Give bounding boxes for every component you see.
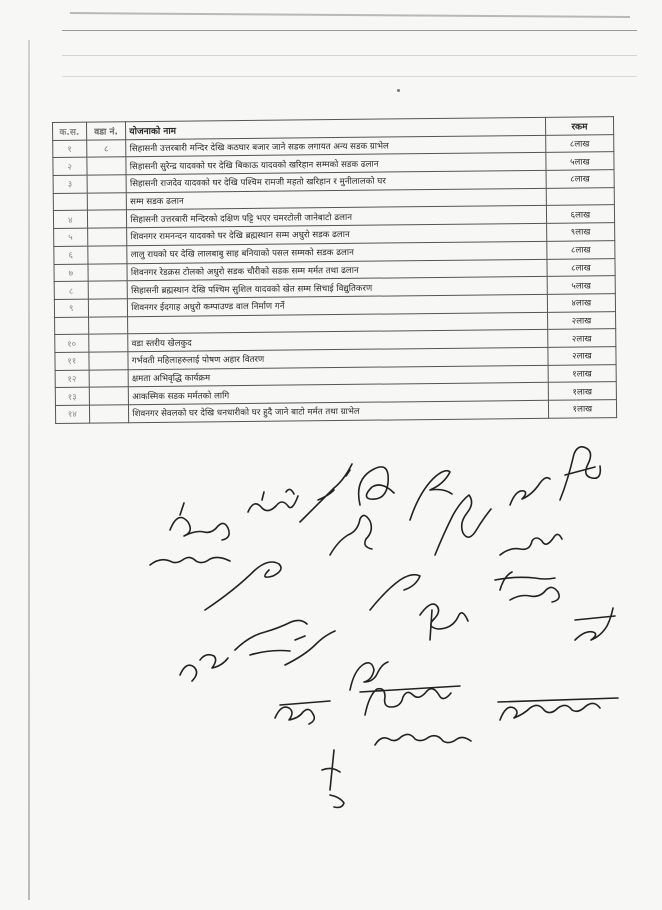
cell-amount: ५लाख bbox=[546, 152, 614, 170]
page-edge-left bbox=[28, 40, 30, 900]
header-plan-name: योजनाको नाम bbox=[126, 117, 546, 139]
signature-11 bbox=[205, 562, 281, 610]
signature-25 bbox=[322, 750, 344, 808]
cell-sn: ५ bbox=[54, 228, 88, 246]
cell-amount: ४लाख bbox=[547, 293, 615, 311]
cell-sn: ८ bbox=[54, 281, 88, 299]
cell-amount bbox=[546, 187, 614, 205]
cell-sn: १४ bbox=[55, 405, 89, 423]
cell-name: शिवनगर रेडक्रस टोलको अधुरो सडक चौरीको सडक सम्म मर्मत तथा ढलान bbox=[127, 259, 547, 281]
cell-sn: १० bbox=[55, 334, 89, 352]
cell-sn: २ bbox=[53, 158, 87, 176]
signature-18 bbox=[235, 620, 307, 655]
cell-ward bbox=[87, 246, 127, 264]
signature-14 bbox=[420, 604, 468, 640]
cell-sn: १ bbox=[53, 140, 87, 158]
cell-amount: ८लाख bbox=[547, 240, 615, 258]
cell-name: क्षमता अभिवृद्धि कार्यक्रम bbox=[128, 365, 548, 387]
cell-sn: ११ bbox=[55, 352, 89, 370]
cell-ward bbox=[89, 352, 129, 370]
cell-sn: ९ bbox=[54, 299, 88, 317]
signature-7 bbox=[330, 515, 372, 555]
signature-6 bbox=[435, 495, 491, 555]
cell-name: सिहासनी सुरेन्द्र यादवको घर देखि बिकाऊ यादवको खरिहान सम्मको सडक ढलान bbox=[126, 153, 546, 175]
cell-ward bbox=[88, 299, 128, 317]
cell-name: लालु रायको घर देखि लालबाबु साह बनियाको पसल सम्मको सडक ढलान bbox=[127, 241, 547, 263]
cell-ward bbox=[87, 210, 127, 228]
signature-9 bbox=[560, 447, 600, 500]
signature-5 bbox=[410, 471, 452, 520]
cell-sn: १३ bbox=[55, 387, 89, 405]
signature-10 bbox=[150, 557, 230, 565]
cell-ward bbox=[87, 228, 127, 246]
cell-name: सम्म सडक ढलान bbox=[127, 188, 547, 210]
cell-sn: ४ bbox=[53, 211, 87, 229]
signature-2 bbox=[248, 489, 298, 512]
signature-17 bbox=[180, 655, 228, 681]
faded-table-row bbox=[62, 55, 637, 77]
cell-amount: ८लाख bbox=[546, 170, 614, 188]
page-edge-top bbox=[70, 12, 630, 18]
header-amount: रकम bbox=[545, 117, 613, 135]
cell-sn: ६ bbox=[54, 246, 88, 264]
cell-amount: ८लाख bbox=[547, 258, 615, 276]
signature-21 bbox=[275, 701, 330, 724]
cell-name: शिवनगर सेवलको घर देखि धनधारीको घर हुदै जाने बाटो मर्मत तथा ग्राभेल bbox=[129, 400, 549, 422]
cell-name: शिवनगर रामनन्दन यादवको घर देखि ब्रह्मस्थान सम्म अधुरो सडक ढलान bbox=[127, 223, 547, 245]
cell-amount: १लाख bbox=[548, 400, 616, 418]
signature-1 bbox=[170, 503, 229, 540]
cell-amount: ९लाख bbox=[546, 223, 614, 241]
signature-19 bbox=[285, 631, 335, 665]
cell-ward bbox=[88, 316, 128, 334]
signature-8 bbox=[510, 478, 550, 505]
cell-ward bbox=[88, 263, 128, 281]
cell-sn: ७ bbox=[54, 264, 88, 282]
cell-amount: १लाख bbox=[548, 364, 616, 382]
signature-3 bbox=[300, 464, 352, 522]
cell-name: सिहासनी उत्तरबारी मन्दिरको दक्षिण पट्टि भएर चमरटोली जानेबाटो ढलान bbox=[127, 206, 547, 228]
cell-name: गर्भवती महिलाहरुलाई पोषण अहार वितरण bbox=[128, 347, 548, 369]
cell-ward bbox=[88, 334, 128, 352]
cell-ward bbox=[88, 281, 128, 299]
cell-sn: १२ bbox=[55, 370, 89, 388]
speck bbox=[397, 89, 400, 92]
cell-name: सिहासनी ब्रह्मस्थान देखि पश्चिम सुशिल यादवको खेत सम्म सिचाई विद्युतिकरण bbox=[127, 277, 547, 299]
cell-name: सिहासनी उत्तरबारी मन्दिर देखि कठघार बजार जाने सडक लगायत अन्य सडक ग्राभेल bbox=[126, 135, 546, 157]
cell-amount: ५लाख bbox=[547, 276, 615, 294]
cell-name: आकस्मिक सडक मर्मतको लागि bbox=[129, 383, 549, 405]
cell-sn: ३ bbox=[53, 175, 87, 193]
cell-amount: २लाख bbox=[548, 347, 616, 365]
cell-sn bbox=[55, 317, 89, 335]
cell-amount: ८लाख bbox=[545, 134, 613, 152]
signature-13 bbox=[370, 575, 420, 610]
cell-amount: २लाख bbox=[547, 311, 615, 329]
signature-15 bbox=[495, 572, 559, 602]
cell-ward bbox=[87, 192, 127, 210]
cell-amount: २लाख bbox=[547, 329, 615, 347]
signature-12 bbox=[500, 534, 562, 555]
cell-ward: ८ bbox=[86, 139, 126, 157]
plan-table bbox=[52, 116, 617, 424]
cell-ward bbox=[86, 157, 126, 175]
cell-name: सिहासनी राजदेव यादवको घर देखि पश्चिम रामजी महतो खरिहान र मुनीलालको घर bbox=[126, 170, 546, 192]
cell-ward bbox=[89, 369, 129, 387]
signature-16 bbox=[575, 608, 615, 640]
signature-23 bbox=[375, 734, 471, 745]
cell-name: शिवनगर ईदगाह अधुरो कम्पाउण्ड वाल निर्माण गर्ने bbox=[128, 294, 548, 316]
signature-20 bbox=[350, 662, 388, 690]
cell-amount: १लाख bbox=[548, 382, 616, 400]
signature-4 bbox=[359, 467, 394, 505]
cell-ward bbox=[89, 405, 129, 423]
signature-24 bbox=[498, 698, 618, 720]
cell-ward bbox=[89, 387, 129, 405]
page-edge-shadow bbox=[62, 30, 637, 31]
cell-amount: ६लाख bbox=[546, 205, 614, 223]
cell-name: वडा स्तरीय खेलकुद bbox=[128, 330, 548, 352]
signature-22 bbox=[360, 686, 460, 715]
header-ward: वडा नं. bbox=[86, 122, 126, 140]
cell-sn bbox=[53, 193, 87, 211]
header-sn: क.स. bbox=[53, 122, 87, 140]
cell-ward bbox=[87, 175, 127, 193]
